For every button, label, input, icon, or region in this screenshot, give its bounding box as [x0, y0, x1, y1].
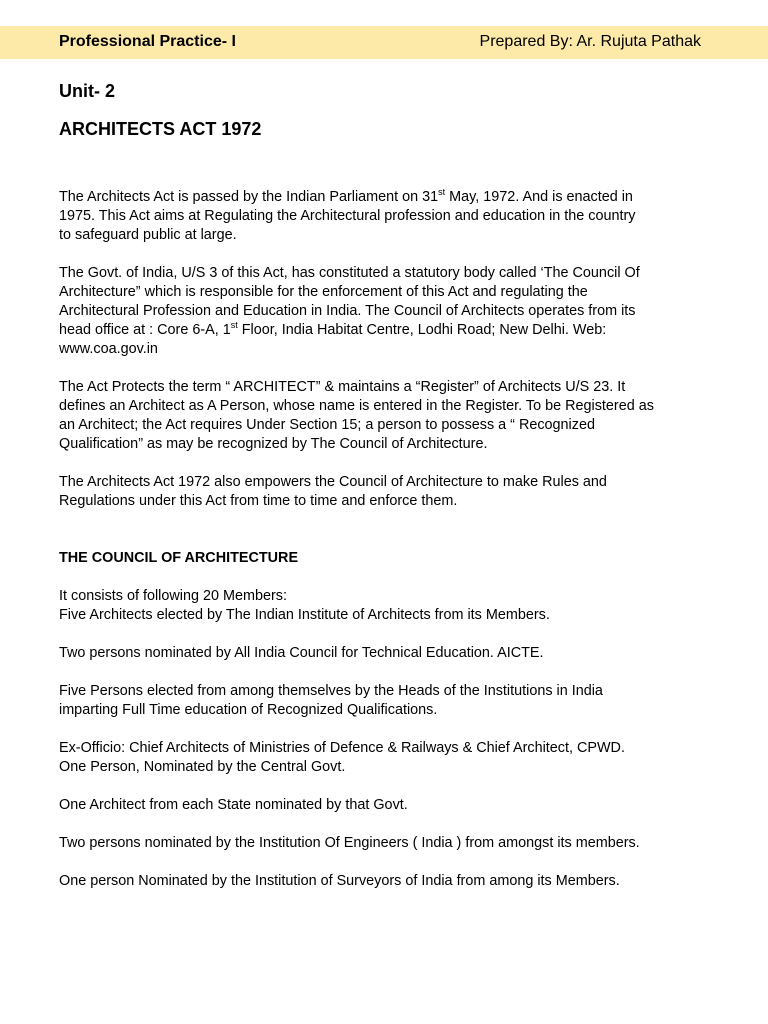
- list-item: Five Architects elected by The Indian Institute of Architects from its Members.: [59, 607, 550, 623]
- document-body: [59, 188, 709, 891]
- prepared-by: Prepared By: Ar. Rujuta Pathak: [479, 33, 701, 50]
- paragraph-line: Regulations under this Act from time to time and enforce them.: [59, 493, 458, 509]
- paragraph-line: defines an Architect as A Person, whose name is entered in the Register. To be Registered as: [59, 398, 654, 414]
- list-item: Two persons nominated by All India Council for Technical Education. AICTE.: [59, 645, 544, 661]
- list-item: It consists of following 20 Members:: [59, 588, 287, 604]
- text-span: The Architects Act is passed by the Indian Parliament on 31: [59, 189, 439, 205]
- text-span: head office at : Core 6-A, 1: [59, 322, 231, 338]
- paragraph-line: The Govt. of India, U/S 3 of this Act, has constituted a statutory body called ‘The Council Of: [59, 265, 640, 281]
- document-title: ARCHITECTS ACT 1972: [59, 119, 262, 139]
- paragraph-line: [59, 188, 709, 207]
- paragraph-line: [59, 321, 709, 340]
- superscript: st: [438, 187, 446, 198]
- paragraph-line: 1975. This Act aims at Regulating the Architectural profession and education in the country: [59, 208, 636, 224]
- list-item: imparting Full Time education of Recognized Qualifications.: [59, 702, 438, 718]
- paragraph-line: The Act Protects the term “ ARCHITECT” & maintains a “Register” of Architects U/S 23. It: [59, 379, 626, 395]
- unit-heading: Unit- 2: [59, 81, 115, 101]
- paragraph-line: Qualification” as may be recognized by The Council of Architecture.: [59, 436, 488, 452]
- text-span: May, 1972. And is enacted in: [445, 189, 633, 205]
- text-span: Floor, India Habitat Centre, Lodhi Road; New Delhi. Web:: [237, 322, 607, 338]
- list-item: Ex-Officio: Chief Architects of Ministries of Defence & Railways & Chief Architect, CPWD.: [59, 740, 625, 756]
- paragraph-line: The Architects Act 1972 also empowers the Council of Architecture to make Rules and: [59, 474, 607, 490]
- paragraph-line: an Architect; the Act requires Under Section 15; a person to possess a “ Recognized: [59, 417, 595, 433]
- list-item: Two persons nominated by the Institution Of Engineers ( India ) from amongst its members.: [59, 835, 640, 851]
- list-item: One Person, Nominated by the Central Govt.: [59, 759, 346, 775]
- course-title: Professional Practice- I: [59, 33, 236, 50]
- list-item: One Architect from each State nominated by that Govt.: [59, 797, 408, 813]
- paragraph-line: Architecture” which is responsible for the enforcement of this Act and regulating the: [59, 284, 588, 300]
- paragraph-line: to safeguard public at large.: [59, 227, 237, 243]
- list-item: Five Persons elected from among themselves by the Heads of the Institutions in India: [59, 683, 603, 699]
- list-item: One person Nominated by the Institution of Surveyors of India from among its Members.: [59, 873, 620, 889]
- section-heading: THE COUNCIL OF ARCHITECTURE: [59, 550, 299, 566]
- superscript: st: [230, 320, 238, 331]
- website-text: www.coa.gov.in: [59, 341, 158, 357]
- paragraph-line: Architectural Profession and Education in India. The Council of Architects operates from its: [59, 303, 636, 319]
